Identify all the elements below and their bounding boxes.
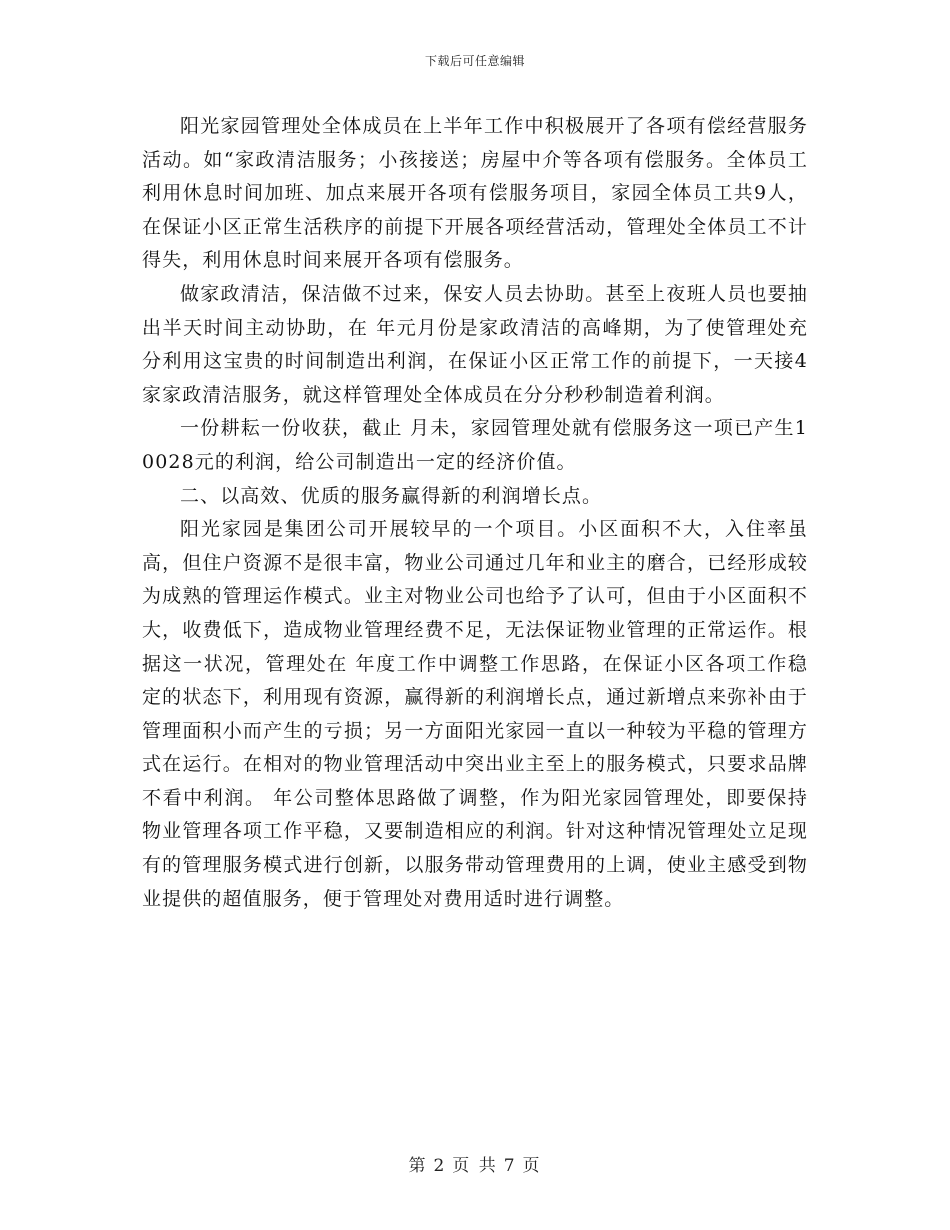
footer-suffix: 页 <box>522 1156 542 1176</box>
paragraph-4: 阳光家园是集团公司开展较早的一个项目。小区面积不大，入住率虽高，但住户资源不是很丰富，物业公司通过几年和业主的磨合，已经形成较为成熟的管理运作模式。业主对物业公司也给予了认可，但由于小区面积不大，收费低下，造成物业管理经费不足，无法保证物业管理的正常运作。根据这一状况，管理处在 年度工作中调整工作思路，在保证小区各项工作稳定的状态下，利用现有资源，赢得新的利润增长点，通过新增点来弥补由于管理面积小而产生的亏损；另一方面阳光家园一直以一种较为平稳的管理方式在运行。在相对的物业管理活动中突出业主至上的服务模式，只要求品牌不看中利润。 年公司整体思路做了调整，作为阳光家园管理处，即要保持物业管理各项工作平稳，又要制造相应的利润。针对这种情况管理处立足现有的管理服务模式进行创新，以服务带动管理费用的上调，使业主感受到物业提供的超值服务，便于管理处对费用适时进行调整。 <box>142 518 808 910</box>
footer-current-page: 2 <box>433 1156 447 1176</box>
section-heading: 二、以高效、优质的服务赢得新的利润增长点。 <box>180 484 603 507</box>
page-footer <box>0 1151 950 1176</box>
paragraph-2: 做家政清洁，保洁做不过来，保安人员去协助。甚至上夜班人员也要抽出半天时间主动协助，在 年元月份是家政清洁的高峰期，为了使管理处充分利用这宝贵的时间制造出利润，在保证小区正常工作的前提下，一天接4家家政清洁服务，就这样管理处全体成员在分分秒秒制造着利润。 <box>142 282 808 406</box>
document-body <box>142 110 808 916</box>
page-header-note: 下载后可任意编辑 <box>424 54 525 68</box>
footer-prefix: 第 <box>408 1156 428 1176</box>
footer-total-pages: 7 <box>503 1156 517 1176</box>
footer-middle: 页 共 <box>452 1156 498 1176</box>
paragraph-3: 一份耕耘一份收获，截止 月未，家园管理处就有偿服务这一项已产生10028元的利润，给公司制造出一定的经济价值。 <box>142 417 808 473</box>
paragraph-1: 阳光家园管理处全体成员在上半年工作中积极展开了各项有偿经营服务活动。如“家政清洁服务；小孩接送；房屋中介等各项有偿服务。全体员工利用休息时间加班、加点来展开各项有偿服务项目，家园全体员工共9人，在保证小区正常生活秩序的前提下开展各项经营活动，管理处全体员工不计得失，利用休息时间来展开各项有偿服务。 <box>142 115 808 272</box>
